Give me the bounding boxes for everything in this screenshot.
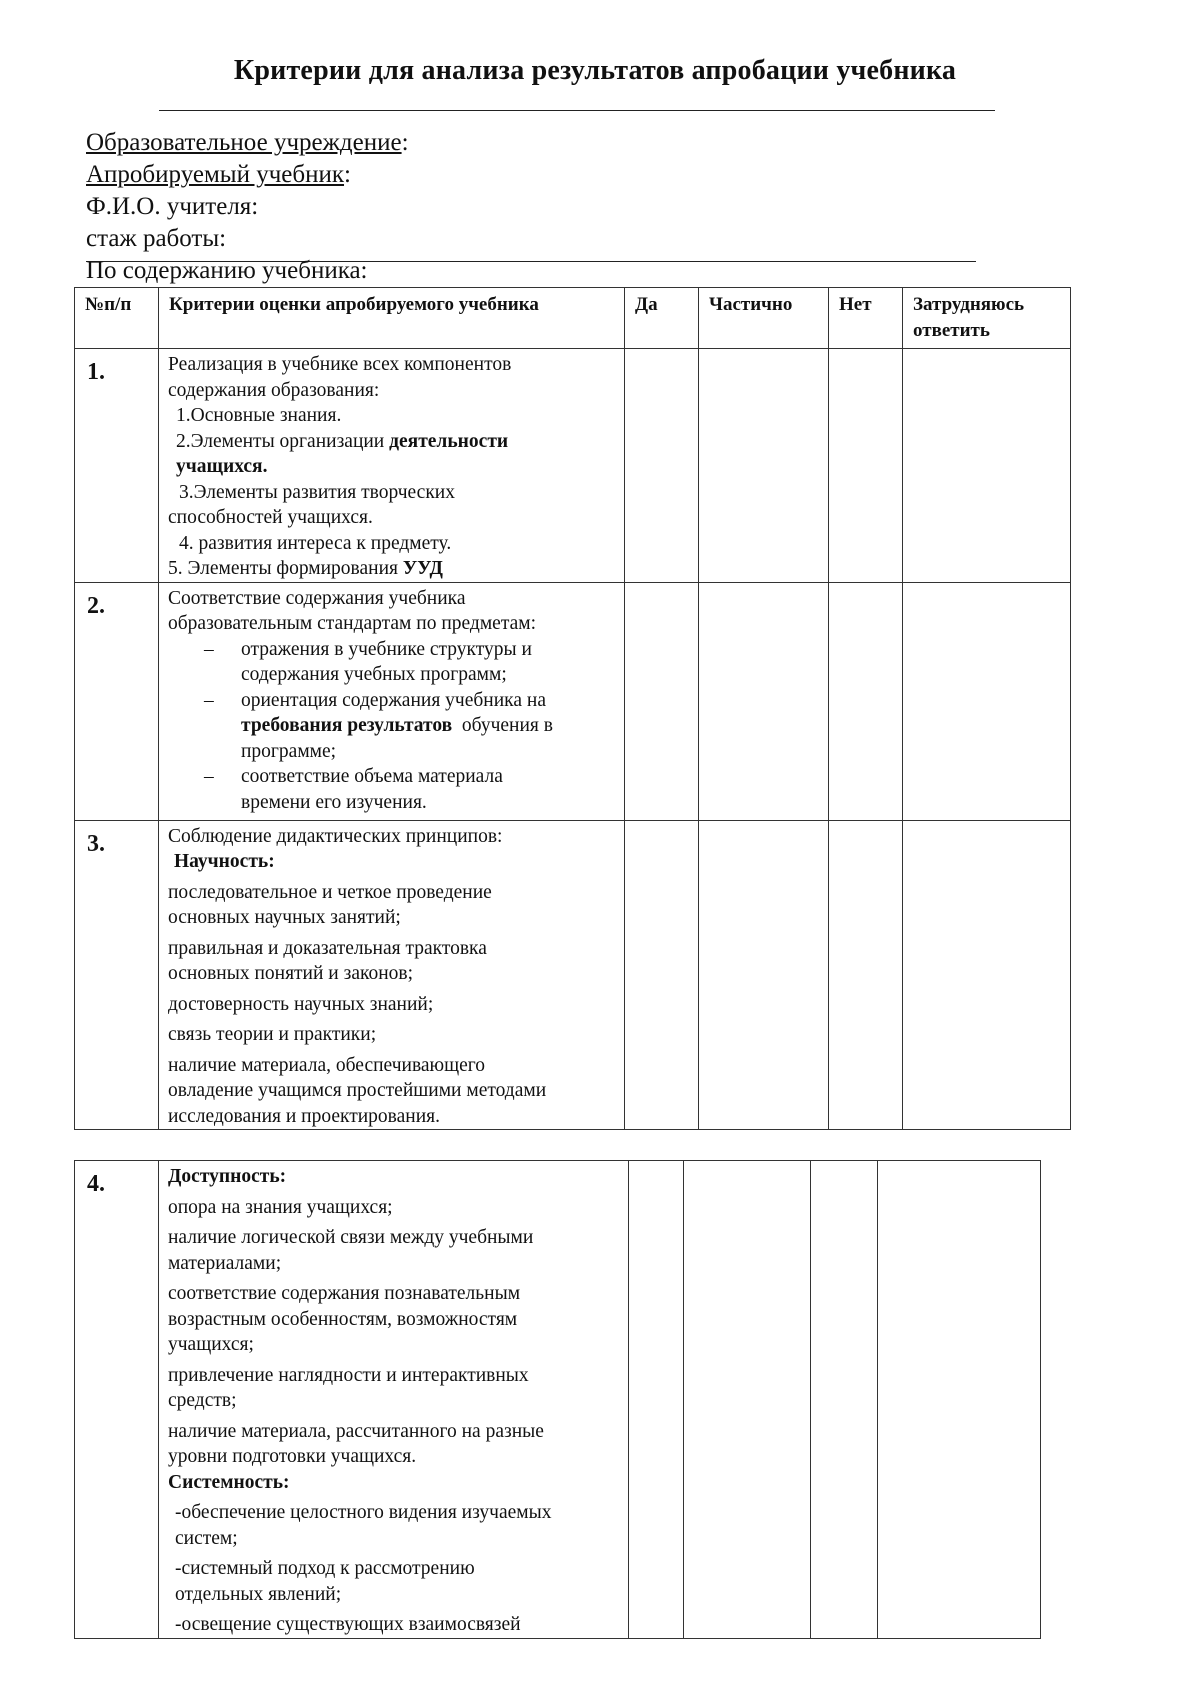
criteria-line: правильная и доказательная трактовка	[168, 937, 487, 959]
criteria-line: наличие логической связи между учебными	[168, 1227, 534, 1248]
criteria-table-part-2	[74, 1160, 1041, 1639]
criteria-bold-text: деятельности	[389, 430, 509, 452]
row-number: 2.	[75, 582, 159, 820]
header-hard-line2: ответить	[913, 320, 990, 341]
criteria-dash-item	[168, 764, 616, 815]
textbook-field	[86, 160, 351, 190]
criteria-line: средств;	[168, 1390, 237, 1411]
answer-cell-hard[interactable]	[903, 349, 1071, 583]
criteria-line: соответствие содержания познавательным	[168, 1283, 521, 1304]
criteria-line: содержания образования:	[168, 379, 380, 401]
criteria-dash-item	[168, 637, 616, 688]
row-number: 4.	[75, 1161, 159, 1639]
dash-bullet: –	[204, 766, 214, 787]
criteria-bold-text: УУД	[402, 558, 443, 579]
criteria-bold-text: Доступность:	[168, 1166, 287, 1187]
criteria-line	[168, 454, 616, 480]
criteria-bold-text: Системность:	[168, 1471, 290, 1493]
criteria-line: систем;	[175, 1527, 238, 1549]
answer-cell-no[interactable]	[829, 820, 903, 1130]
criteria-bold-text: требования результатов	[241, 715, 453, 736]
table-header-row	[75, 288, 1071, 349]
criteria-line: наличие материала, рассчитанного на разные	[168, 1420, 544, 1442]
dash-bullet: –	[204, 689, 214, 711]
table-row	[75, 349, 1071, 583]
answer-cell-partial[interactable]	[699, 582, 829, 820]
answer-cell-yes[interactable]	[625, 349, 699, 583]
criteria-line: исследования и проектирования.	[168, 1105, 441, 1127]
criteria-line: учащихся;	[168, 1334, 254, 1355]
criteria-line: наличие материала, обеспечивающего	[168, 1054, 486, 1076]
criteria-dash-item	[168, 688, 616, 765]
dash-bullet: –	[204, 638, 214, 660]
table-row	[75, 582, 1071, 820]
row-number: 3.	[75, 820, 159, 1130]
table-row	[75, 820, 1071, 1130]
criteria-line: материалами;	[168, 1252, 282, 1274]
header-partial: Частично	[699, 288, 829, 349]
criteria-line: уровни подготовки учащихся.	[168, 1446, 417, 1467]
row-number: 1.	[75, 349, 159, 583]
criteria-line: времени его изучения.	[241, 791, 427, 813]
answer-cell-hard[interactable]	[878, 1161, 1041, 1639]
textbook-colon: :	[344, 161, 351, 188]
criteria-line: основных понятий и законов;	[168, 963, 414, 984]
criteria-bold-text: учащихся.	[176, 456, 268, 477]
criteria-line: 3.Элементы развития творческих	[179, 481, 455, 503]
criteria-line: связь теории и практики;	[168, 1024, 377, 1045]
criteria-line	[168, 1164, 620, 1190]
criteria-line: образовательным стандартам по предметам:	[168, 613, 537, 634]
criteria-line: возрастным особенностям, возможностям	[168, 1308, 518, 1330]
header-yes: Да	[625, 288, 699, 349]
criteria-line: основных научных занятий;	[168, 907, 401, 928]
answer-cell-no[interactable]	[829, 349, 903, 583]
criteria-line: последовательное и четкое проведение	[168, 881, 492, 903]
header-num: №п/п	[75, 288, 159, 349]
answer-cell-yes[interactable]	[629, 1161, 684, 1639]
criteria-line: отражения в учебнике структуры и	[241, 638, 532, 660]
answer-cell-partial[interactable]	[699, 820, 829, 1130]
criteria-line: овладение учащимся простейшими методами	[168, 1080, 547, 1101]
criteria-line: Соблюдение дидактических принципов:	[168, 825, 503, 847]
experience-label: стаж работы:	[86, 225, 227, 252]
criteria-line: -обеспечение целостного видения изучаемых	[175, 1502, 552, 1523]
criteria-line: 1.Основные знания.	[176, 405, 342, 426]
table-row	[75, 1161, 1041, 1639]
header-hard-line1: Затрудняюсь	[913, 294, 1025, 315]
row-criteria-text	[159, 582, 625, 820]
criteria-table-part-1	[74, 287, 1071, 1130]
answer-cell-no[interactable]	[811, 1161, 878, 1639]
criteria-line	[168, 556, 616, 582]
answer-cell-no[interactable]	[829, 582, 903, 820]
institution-label: Образовательное учреждение	[86, 129, 402, 156]
institution-field	[86, 128, 409, 158]
answer-cell-hard[interactable]	[903, 582, 1071, 820]
criteria-line: содержания учебных программ;	[241, 664, 507, 685]
criteria-text: обучения в	[452, 715, 553, 736]
criteria-line	[168, 1470, 620, 1496]
answer-cell-yes[interactable]	[625, 820, 699, 1130]
row-criteria-text	[159, 820, 625, 1130]
header-hard	[903, 288, 1071, 349]
answer-cell-partial[interactable]	[684, 1161, 811, 1639]
answer-cell-yes[interactable]	[625, 582, 699, 820]
criteria-line: соответствие объема материала	[241, 766, 503, 787]
criteria-text: 5. Элементы формирования	[168, 558, 403, 579]
answer-cell-hard[interactable]	[903, 820, 1071, 1130]
row-criteria-text	[159, 349, 625, 583]
criteria-line: отдельных явлений;	[175, 1583, 342, 1605]
criteria-line: ориентация содержания учебника на	[241, 689, 546, 711]
criteria-bold-text: Научность:	[174, 851, 275, 872]
criteria-line: -системный подход к рассмотрению	[175, 1558, 475, 1579]
criteria-line: -освещение существующих взаимосвязей	[175, 1614, 521, 1635]
criteria-line: достоверность научных знаний;	[168, 993, 434, 1015]
criteria-line	[241, 713, 616, 739]
header-criteria: Критерии оценки апробируемого учебника	[159, 288, 625, 349]
institution-colon: :	[401, 129, 409, 156]
header-no: Нет	[829, 288, 903, 349]
criteria-line: 4. развития интереса к предмету.	[179, 532, 452, 554]
criteria-line	[168, 849, 616, 875]
criteria-line: программе;	[241, 740, 337, 762]
teacher-label: Ф.И.О. учителя:	[86, 193, 259, 220]
criteria-line	[168, 429, 616, 455]
criteria-line: Соответствие содержания учебника	[168, 587, 466, 609]
criteria-line: опора на знания учащихся;	[168, 1196, 393, 1218]
title-underline	[159, 110, 995, 111]
criteria-line: способностей учащихся.	[168, 507, 373, 528]
content-label: По содержанию учебника:	[86, 257, 368, 284]
answer-cell-partial[interactable]	[699, 349, 829, 583]
criteria-text: 2.Элементы организации	[176, 430, 390, 452]
criteria-line: Реализация в учебнике всех компонентов	[168, 354, 512, 375]
row-criteria-text	[159, 1161, 629, 1639]
criteria-line: привлечение наглядности и интерактивных	[168, 1364, 529, 1386]
document-title: Критерии для анализа результатов апробации учебника	[233, 55, 957, 86]
textbook-label: Апробируемый учебник	[86, 161, 345, 188]
